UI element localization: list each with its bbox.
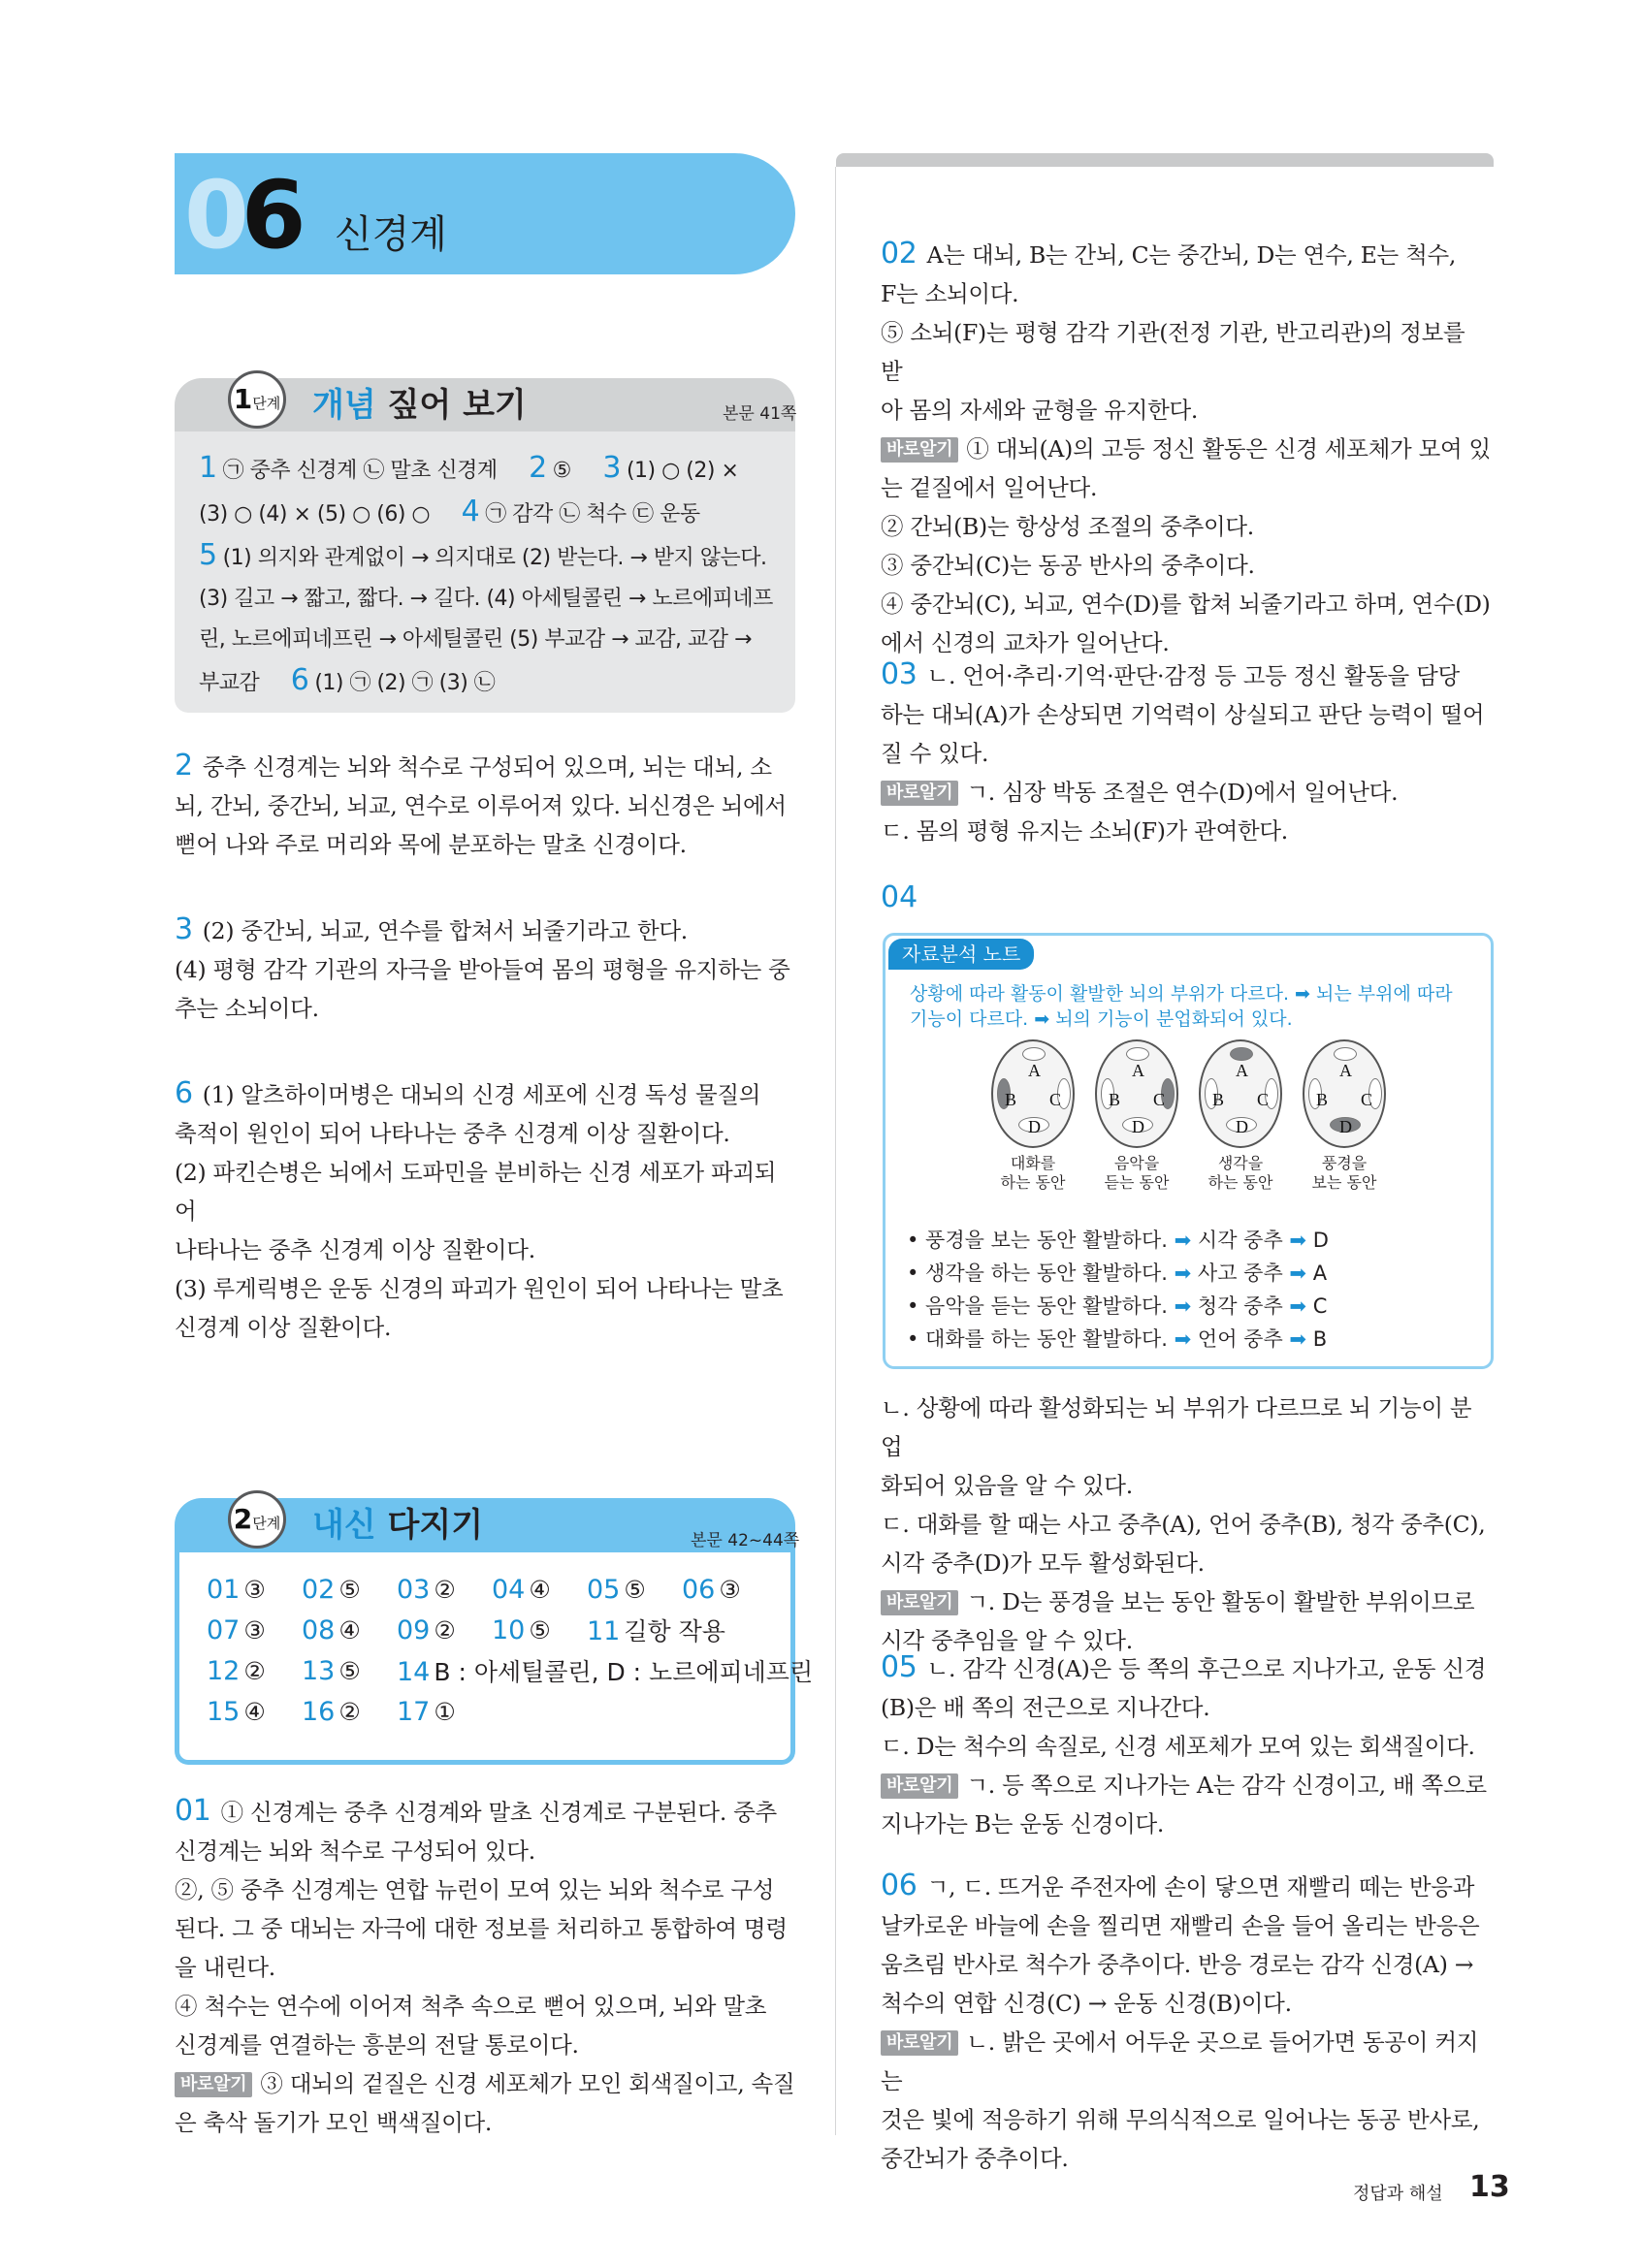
text-line bbox=[881, 1727, 1492, 1766]
explanation-line bbox=[175, 1153, 795, 1230]
correction-tag: 바로알기 bbox=[881, 437, 958, 463]
line-text: 지나가는 B는 운동 신경이다. bbox=[881, 1810, 1165, 1837]
bullet-text: • 풍경을 보는 동안 활발하다. bbox=[907, 1229, 1168, 1252]
line-text: ㄷ. D는 척수의 속질로, 신경 세포체가 모여 있는 회색질이다. bbox=[881, 1733, 1475, 1760]
answer-number: 08 bbox=[302, 1614, 336, 1645]
brain-label-b: B bbox=[1005, 1090, 1017, 1109]
question-number: 01 bbox=[175, 1794, 211, 1828]
brain-label-c: C bbox=[1361, 1090, 1373, 1109]
text-line bbox=[881, 274, 1492, 313]
brain-label-a: A bbox=[1132, 1061, 1144, 1080]
answer-item bbox=[397, 1615, 456, 1645]
brain-label-a: A bbox=[1236, 1061, 1248, 1080]
correction-line bbox=[175, 2064, 795, 2103]
answer-text: (1) 의지와 관계없이 → 의지대로 (2) 받는다. → 받지 않는다. bbox=[222, 546, 767, 570]
bullet-text: • 음악을 듣는 동안 활발하다. bbox=[907, 1294, 1168, 1318]
answer-number: 02 bbox=[302, 1574, 336, 1605]
answer-value: ② bbox=[338, 1697, 361, 1726]
q04-explanation bbox=[881, 1389, 1492, 1660]
brain-region-a bbox=[1022, 1047, 1046, 1061]
text-line bbox=[881, 734, 1492, 773]
text-line bbox=[881, 1648, 1492, 1688]
answer-value: ⑤ bbox=[338, 1656, 361, 1685]
bullet-region: B bbox=[1312, 1327, 1328, 1351]
answer-value: ③ bbox=[243, 1615, 266, 1645]
line-text: ④ 중간뇌(C), 뇌교, 연수(D)를 합쳐 뇌줄기라고 하며, 연수(D) bbox=[881, 591, 1491, 618]
answer-number: 05 bbox=[587, 1574, 621, 1605]
explanation-line bbox=[175, 1114, 795, 1153]
answer-number: 6 bbox=[290, 663, 309, 697]
caption-line: 생각을 bbox=[1217, 1154, 1264, 1172]
arrow-icon: ➡ bbox=[1289, 1327, 1307, 1351]
line-text: ㄷ. 몸의 평형 유지는 소뇌(F)가 관여한다. bbox=[881, 817, 1288, 845]
arrow-icon: ➡ bbox=[1289, 1294, 1307, 1318]
brain-region-a bbox=[1230, 1047, 1253, 1061]
text-line bbox=[881, 695, 1492, 734]
answer-value: ④ bbox=[529, 1575, 551, 1604]
line-text: 질 수 있다. bbox=[881, 740, 989, 767]
answer-item bbox=[207, 1697, 266, 1727]
text-line bbox=[881, 1466, 1492, 1505]
explanation-2 bbox=[175, 747, 795, 864]
line-text: 축적이 원인이 되어 나타나는 중추 신경계 이상 질환이다. bbox=[175, 1120, 730, 1147]
arrow-icon: ➡ bbox=[1174, 1327, 1192, 1351]
line-text: 된다. 그 중 대뇌는 자극에 대한 정보를 처리하고 통합하여 명령 bbox=[175, 1915, 788, 1942]
brain-outline bbox=[1095, 1039, 1178, 1148]
answer-number: 15 bbox=[207, 1696, 241, 1727]
arrow-icon: ➡ bbox=[1174, 1262, 1192, 1285]
answer-value: ② bbox=[243, 1656, 266, 1685]
q01-explanation bbox=[175, 1792, 795, 2142]
bullet-region: D bbox=[1312, 1229, 1329, 1252]
note-bullet bbox=[907, 1257, 1469, 1290]
answer-number: 03 bbox=[397, 1574, 431, 1605]
answer-value: B : 아세틸콜린, D : 노르에피네프린 bbox=[434, 1658, 814, 1686]
line-text: 신경계 이상 질환이다. bbox=[175, 1314, 392, 1341]
correction-line bbox=[881, 1766, 1492, 1805]
brain-label-d: D bbox=[1236, 1117, 1248, 1136]
line-text: 날카로운 바늘에 손을 찔리면 재빨리 손을 들어 올리는 반응은 bbox=[881, 1912, 1480, 1939]
chapter-title: 신경계 bbox=[335, 212, 447, 257]
text-line bbox=[881, 1389, 1492, 1466]
explanation-line bbox=[175, 786, 795, 825]
answer-item bbox=[397, 1697, 456, 1727]
answer-number: 16 bbox=[302, 1696, 336, 1727]
arrow-icon: ➡ bbox=[1174, 1294, 1192, 1318]
answer-value: ① bbox=[434, 1697, 456, 1726]
line-text: F는 소뇌이다. bbox=[881, 280, 1019, 307]
correction-tag: 바로알기 bbox=[881, 1773, 958, 1799]
answer-text: ⑤ bbox=[552, 459, 571, 483]
left-explanations bbox=[175, 747, 795, 1347]
brain-label-b: B bbox=[1316, 1090, 1329, 1109]
answer-number: 01 bbox=[207, 1574, 241, 1605]
line-text: ②, ⑤ 중추 신경계는 연합 뉴런이 모여 있는 뇌와 척수로 구성 bbox=[175, 1876, 775, 1903]
section2-answer-grid bbox=[207, 1569, 814, 1732]
arrow-icon: ➡ bbox=[1289, 1262, 1307, 1285]
answer-row bbox=[207, 1569, 779, 1610]
section1-line bbox=[199, 492, 781, 535]
answer-number: 09 bbox=[397, 1614, 431, 1645]
explanation-3 bbox=[175, 910, 795, 1028]
note-bullet bbox=[907, 1290, 1469, 1323]
section1-answers bbox=[199, 448, 781, 704]
brain-diagram bbox=[980, 1039, 1086, 1193]
brain-caption bbox=[1291, 1154, 1398, 1193]
caption-line: 풍경을 bbox=[1321, 1154, 1368, 1172]
brain-label-c: C bbox=[1049, 1090, 1062, 1109]
brain-caption bbox=[1187, 1154, 1294, 1193]
line-text: 뻗어 나와 주로 머리와 목에 분포하는 말초 신경이다. bbox=[175, 831, 687, 858]
q04-number: 04 bbox=[881, 880, 918, 914]
line-text: (4) 평형 감각 기관의 자극을 받아들여 몸의 평형을 유지하는 중 bbox=[175, 956, 790, 983]
section1-line bbox=[199, 579, 781, 620]
explanation-6 bbox=[175, 1074, 795, 1347]
answer-item bbox=[682, 1575, 741, 1605]
answer-item bbox=[492, 1575, 551, 1605]
line-text: 시각 중추임을 알 수 있다. bbox=[881, 1627, 1133, 1654]
q02-explanation bbox=[881, 235, 1492, 662]
answer-number: 5 bbox=[199, 538, 217, 572]
brain-outline bbox=[1303, 1039, 1386, 1148]
question-number: 05 bbox=[881, 1650, 918, 1684]
answer-item bbox=[587, 1613, 725, 1647]
line-text: 척수의 연합 신경(C) → 운동 신경(B)이다. bbox=[881, 1990, 1292, 2017]
section1-line bbox=[199, 535, 781, 579]
answer-text: (3) 길고 → 짧고, 짧다. → 길다. (4) 아세틸콜린 → 노르에피네프 bbox=[199, 587, 773, 611]
answer-value: ③ bbox=[243, 1575, 266, 1604]
text-line bbox=[881, 1867, 1492, 1906]
correction-line bbox=[881, 2023, 1492, 2100]
answer-text: 린, 노르에피네프린 → 아세틸콜린 (5) 부교감 → 교감, 교감 → bbox=[199, 627, 752, 652]
brain-label-b: B bbox=[1109, 1090, 1121, 1109]
section2-step-badge: 2단계 bbox=[228, 1490, 286, 1549]
section1-line bbox=[199, 620, 781, 660]
line-text: ③ 중간뇌(C)는 동공 반사의 중추이다. bbox=[881, 552, 1255, 579]
line-text: A는 대뇌, B는 간뇌, C는 중간뇌, D는 연수, E는 척수, bbox=[926, 241, 1457, 269]
text-line bbox=[881, 1544, 1492, 1582]
answer-number: 1 bbox=[199, 451, 217, 485]
answer-number: 13 bbox=[302, 1655, 336, 1686]
text-line bbox=[881, 313, 1492, 391]
brain-outline bbox=[991, 1039, 1075, 1148]
caption-line: 듣는 동안 bbox=[1104, 1173, 1170, 1192]
line-text: ① 대뇌(A)의 고등 정신 활동은 신경 세포체가 모여 있 bbox=[966, 435, 1491, 463]
section2-page-ref: 본문 42~44쪽 bbox=[691, 1531, 800, 1550]
brain-region-a bbox=[1334, 1047, 1357, 1061]
answer-row bbox=[207, 1650, 814, 1691]
q05-explanation bbox=[881, 1648, 1492, 1843]
line-text: 시각 중추(D)가 모두 활성화된다. bbox=[881, 1549, 1205, 1577]
note-bullet bbox=[907, 1323, 1469, 1356]
section2-title: 내신 다지기 bbox=[312, 1506, 484, 1545]
answer-number: 07 bbox=[207, 1614, 241, 1645]
chapter-number: 06 bbox=[184, 161, 299, 270]
line-text: ㄴ. 언어·추리·기억·판단·감정 등 고등 정신 활동을 담당 bbox=[926, 662, 1460, 689]
footer-label: 정답과 해설 bbox=[1353, 2184, 1443, 2204]
line-text: 뇌, 간뇌, 중간뇌, 뇌교, 연수로 이루어져 있다. 뇌신경은 뇌에서 bbox=[175, 792, 787, 819]
section1-title: 개념 짚어 보기 bbox=[312, 386, 527, 425]
brain-diagram bbox=[1187, 1039, 1294, 1193]
section1-line bbox=[199, 448, 781, 492]
answer-item bbox=[302, 1615, 361, 1645]
right-column-top-bar bbox=[836, 153, 1494, 167]
note-bullet bbox=[907, 1224, 1469, 1257]
bullet-center: 시각 중추 bbox=[1197, 1229, 1283, 1252]
line-text: 은 축삭 돌기가 모인 백색질이다. bbox=[175, 2109, 493, 2136]
answer-text: ㉠ 중추 신경계 ㉡ 말초 신경계 bbox=[222, 459, 498, 483]
brain-diagram bbox=[1291, 1039, 1398, 1193]
bullet-text: • 생각을 하는 동안 활발하다. bbox=[907, 1262, 1168, 1285]
answer-text: (1) ㉠ (2) ㉠ (3) ㉡ bbox=[314, 671, 496, 695]
brain-label-a: A bbox=[1028, 1061, 1041, 1080]
caption-line: 보는 동안 bbox=[1311, 1173, 1377, 1192]
line-text: ㄴ. 밝은 곳에서 어두운 곳으로 들어가면 동공이 커지는 bbox=[881, 2028, 1479, 2094]
answer-item bbox=[207, 1575, 266, 1605]
brain-caption bbox=[980, 1154, 1086, 1193]
arrow-icon: ➡ bbox=[1174, 1229, 1192, 1252]
note-intro: 상황에 따라 활동이 활발한 뇌의 부위가 다르다. ➡ 뇌는 부위에 따라 기능이 다르다. ➡ 뇌의 기능이 분업화되어 있다. bbox=[910, 983, 1453, 1030]
line-text: ④ 척수는 연수에 이어져 척추 속으로 뻗어 있으며, 뇌와 말초 bbox=[175, 1993, 767, 2020]
line-text: (3) 루게릭병은 운동 신경의 파괴가 원인이 되어 나타나는 말초 bbox=[175, 1275, 784, 1302]
text-line bbox=[881, 235, 1492, 274]
answer-number: 4 bbox=[461, 495, 480, 528]
brain-label-b: B bbox=[1212, 1090, 1225, 1109]
answer-row bbox=[207, 1691, 779, 1732]
answer-text: (1) ○ (2) × bbox=[626, 459, 739, 483]
answer-value: ④ bbox=[243, 1697, 266, 1726]
answer-text: 부교감 bbox=[199, 671, 260, 695]
correction-line bbox=[881, 430, 1492, 468]
line-text: ③ 대뇌의 겉질은 신경 세포체가 모인 회색질이고, 속질 bbox=[260, 2070, 795, 2097]
answer-item bbox=[397, 1653, 813, 1688]
answer-number: 14 bbox=[397, 1657, 431, 1687]
brain-label-d: D bbox=[1339, 1117, 1352, 1136]
section1-step-badge: 1단계 bbox=[228, 370, 286, 429]
answer-number: 04 bbox=[492, 1574, 526, 1605]
line-text: ⑤ 소뇌(F)는 평형 감각 기관(전정 기관, 반고리관)의 정보를 받 bbox=[881, 319, 1465, 385]
line-text: ㄷ. 대화를 할 때는 사고 중추(A), 언어 중추(B), 청각 중추(C), bbox=[881, 1511, 1486, 1538]
section1-line bbox=[199, 660, 781, 704]
bullet-center: 청각 중추 bbox=[1197, 1294, 1283, 1318]
answer-item bbox=[207, 1615, 266, 1645]
line-text: 움츠림 반사로 척수가 중추이다. 반응 경로는 감각 신경(A) → bbox=[881, 1951, 1474, 1978]
text-line bbox=[881, 391, 1492, 430]
line-text: 추는 소뇌이다. bbox=[175, 995, 319, 1022]
line-text: ① 신경계는 중추 신경계와 말초 신경계로 구분된다. 중추 bbox=[220, 1799, 777, 1826]
arrow-icon: ➡ bbox=[1289, 1229, 1307, 1252]
explanation-line bbox=[175, 1230, 795, 1269]
question-number: 3 bbox=[175, 912, 193, 946]
bullet-text: • 대화를 하는 동안 활발하다. bbox=[907, 1327, 1168, 1351]
answer-value: ⑤ bbox=[338, 1575, 361, 1604]
brain-label-c: C bbox=[1153, 1090, 1166, 1109]
answer-text: ㉠ 감각 ㉡ 척수 ㉢ 운동 bbox=[485, 502, 700, 527]
line-text: 화되어 있음을 알 수 있다. bbox=[881, 1472, 1133, 1499]
explanation-line bbox=[175, 1308, 795, 1347]
answer-row bbox=[207, 1610, 779, 1650]
brain-region-a bbox=[1126, 1047, 1149, 1061]
line-text: (2) 파킨슨병은 뇌에서 도파민을 분비하는 신경 세포가 파괴되어 bbox=[175, 1159, 777, 1225]
text-line bbox=[881, 1688, 1492, 1727]
answer-value: 길항 작용 bbox=[624, 1617, 725, 1645]
answer-number: 2 bbox=[529, 451, 547, 485]
line-text: 아 몸의 자세와 균형을 유지한다. bbox=[881, 397, 1199, 424]
explanation-line bbox=[175, 950, 795, 989]
answer-value: ③ bbox=[719, 1575, 741, 1604]
answer-value: ⑤ bbox=[624, 1575, 646, 1604]
text-line bbox=[881, 1984, 1492, 2023]
column-divider bbox=[835, 167, 836, 2135]
answer-item bbox=[587, 1575, 646, 1605]
text-line bbox=[175, 1948, 795, 1987]
line-text: 중간뇌가 중추이다. bbox=[881, 2145, 1069, 2172]
brain-label-c: C bbox=[1257, 1090, 1270, 1109]
line-text: (1) 알츠하이머병은 대뇌의 신경 세포에 신경 독성 물질의 bbox=[202, 1081, 761, 1108]
line-text: 에서 신경의 교차가 일어난다. bbox=[881, 629, 1170, 656]
answer-number: 12 bbox=[207, 1655, 241, 1686]
explanation-line bbox=[175, 910, 795, 950]
line-text: (2) 중간뇌, 뇌교, 연수를 합쳐서 뇌줄기라고 한다. bbox=[202, 917, 688, 944]
line-text: ㄱ. 등 쪽으로 지나가는 A는 감각 신경이고, 배 쪽으로 bbox=[966, 1772, 1487, 1799]
answer-item bbox=[302, 1656, 361, 1686]
caption-line: 음악을 bbox=[1113, 1154, 1160, 1172]
line-text: 신경계는 뇌와 척수로 구성되어 있다. bbox=[175, 1837, 535, 1865]
explanation-line bbox=[175, 989, 795, 1028]
text-line bbox=[175, 1792, 795, 1832]
bullet-region: C bbox=[1312, 1294, 1328, 1318]
brain-label-a: A bbox=[1339, 1061, 1352, 1080]
text-line bbox=[881, 1505, 1492, 1544]
line-text: 나타나는 중추 신경계 이상 질환이다. bbox=[175, 1236, 535, 1263]
bullet-center: 사고 중추 bbox=[1197, 1262, 1283, 1285]
bullet-region: A bbox=[1312, 1262, 1328, 1285]
explanation-line bbox=[175, 747, 795, 786]
text-line bbox=[175, 1870, 795, 1909]
text-line bbox=[175, 2026, 795, 2064]
brain-outline bbox=[1199, 1039, 1282, 1148]
caption-line: 대화를 bbox=[1010, 1154, 1056, 1172]
answer-item bbox=[302, 1575, 361, 1605]
correction-tag: 바로알기 bbox=[175, 2072, 252, 2097]
answer-number: 3 bbox=[602, 451, 621, 485]
note-bullet-list bbox=[907, 1224, 1469, 1356]
text-line bbox=[881, 655, 1492, 695]
correction-tag: 바로알기 bbox=[881, 1590, 958, 1615]
question-number: 2 bbox=[175, 749, 193, 783]
explanation-line bbox=[175, 1269, 795, 1308]
answer-number: 11 bbox=[587, 1616, 621, 1646]
correction-tag: 바로알기 bbox=[881, 781, 958, 806]
brain-diagram bbox=[1083, 1039, 1190, 1193]
text-line bbox=[881, 1906, 1492, 1945]
correction-line bbox=[881, 1582, 1492, 1621]
line-text: 것은 빛에 적응하기 위해 무의식적으로 일어나는 동공 반사로, bbox=[881, 2106, 1480, 2133]
question-number: 06 bbox=[881, 1869, 918, 1902]
explanation-line bbox=[175, 1074, 795, 1114]
question-number: 02 bbox=[881, 237, 918, 271]
answer-value: ② bbox=[434, 1615, 456, 1645]
correction-line bbox=[881, 773, 1492, 812]
text-line bbox=[175, 1832, 795, 1870]
bullet-center: 언어 중추 bbox=[1197, 1327, 1283, 1351]
line-text: 는 겉질에서 일어난다. bbox=[881, 474, 1098, 501]
line-text: ㄴ. 상황에 따라 활성화되는 뇌 부위가 다르므로 뇌 기능이 분업 bbox=[881, 1394, 1472, 1460]
brain-diagrams bbox=[980, 1039, 1406, 1214]
line-text: ② 간뇌(B)는 항상성 조절의 중추이다. bbox=[881, 513, 1254, 540]
q06-explanation bbox=[881, 1867, 1492, 2178]
answer-number: 10 bbox=[492, 1614, 526, 1645]
line-text: 을 내린다. bbox=[175, 1954, 275, 1981]
answer-value: ② bbox=[434, 1575, 456, 1604]
correction-tag: 바로알기 bbox=[881, 2030, 958, 2056]
answer-value: ④ bbox=[338, 1615, 361, 1645]
answer-number: 17 bbox=[397, 1696, 431, 1727]
line-text: (B)은 배 쪽의 전근으로 지나간다. bbox=[881, 1694, 1210, 1721]
line-text: ㄱ. 심장 박동 조절은 연수(D)에서 일어난다. bbox=[966, 779, 1399, 806]
answer-text: (3) ○ (4) × (5) ○ (6) ○ bbox=[199, 502, 431, 527]
line-text: 중추 신경계는 뇌와 척수로 구성되어 있으며, 뇌는 대뇌, 소 bbox=[202, 753, 772, 781]
answer-item bbox=[207, 1656, 266, 1686]
line-text: 하는 대뇌(A)가 손상되면 기억력이 상실되고 판단 능력이 떨어 bbox=[881, 701, 1485, 728]
brain-caption bbox=[1083, 1154, 1190, 1193]
text-line bbox=[881, 1945, 1492, 1984]
brain-label-d: D bbox=[1132, 1117, 1144, 1136]
q03-explanation bbox=[881, 655, 1492, 850]
answer-item bbox=[397, 1575, 456, 1605]
answer-value: ⑤ bbox=[529, 1615, 551, 1645]
line-text: ㄱ. D는 풍경을 보는 동안 활동이 활발한 부위이므로 bbox=[966, 1588, 1475, 1615]
page-number: 13 bbox=[1469, 2170, 1510, 2204]
brain-label-d: D bbox=[1028, 1117, 1041, 1136]
note-title-tag: 자료분석 노트 bbox=[888, 939, 1034, 970]
caption-line: 하는 동안 bbox=[1207, 1173, 1273, 1192]
question-number: 03 bbox=[881, 657, 918, 691]
text-line bbox=[175, 1987, 795, 2026]
answer-number: 06 bbox=[682, 1574, 716, 1605]
line-text: ㄱ, ㄷ. 뜨거운 주전자에 손이 닿으면 재빨리 떼는 반응과 bbox=[926, 1873, 1475, 1901]
question-number: 6 bbox=[175, 1076, 193, 1110]
line-text: 신경계를 연결하는 흥분의 전달 통로이다. bbox=[175, 2031, 579, 2059]
caption-line: 하는 동안 bbox=[1000, 1173, 1066, 1192]
text-line bbox=[175, 1909, 795, 1948]
explanation-line bbox=[175, 825, 795, 864]
section1-page-ref: 본문 41쪽 bbox=[723, 404, 797, 424]
answer-item bbox=[492, 1615, 551, 1645]
line-text: ㄴ. 감각 신경(A)은 등 쪽의 후근으로 지나가고, 운동 신경 bbox=[926, 1655, 1487, 1682]
answer-item bbox=[302, 1697, 361, 1727]
